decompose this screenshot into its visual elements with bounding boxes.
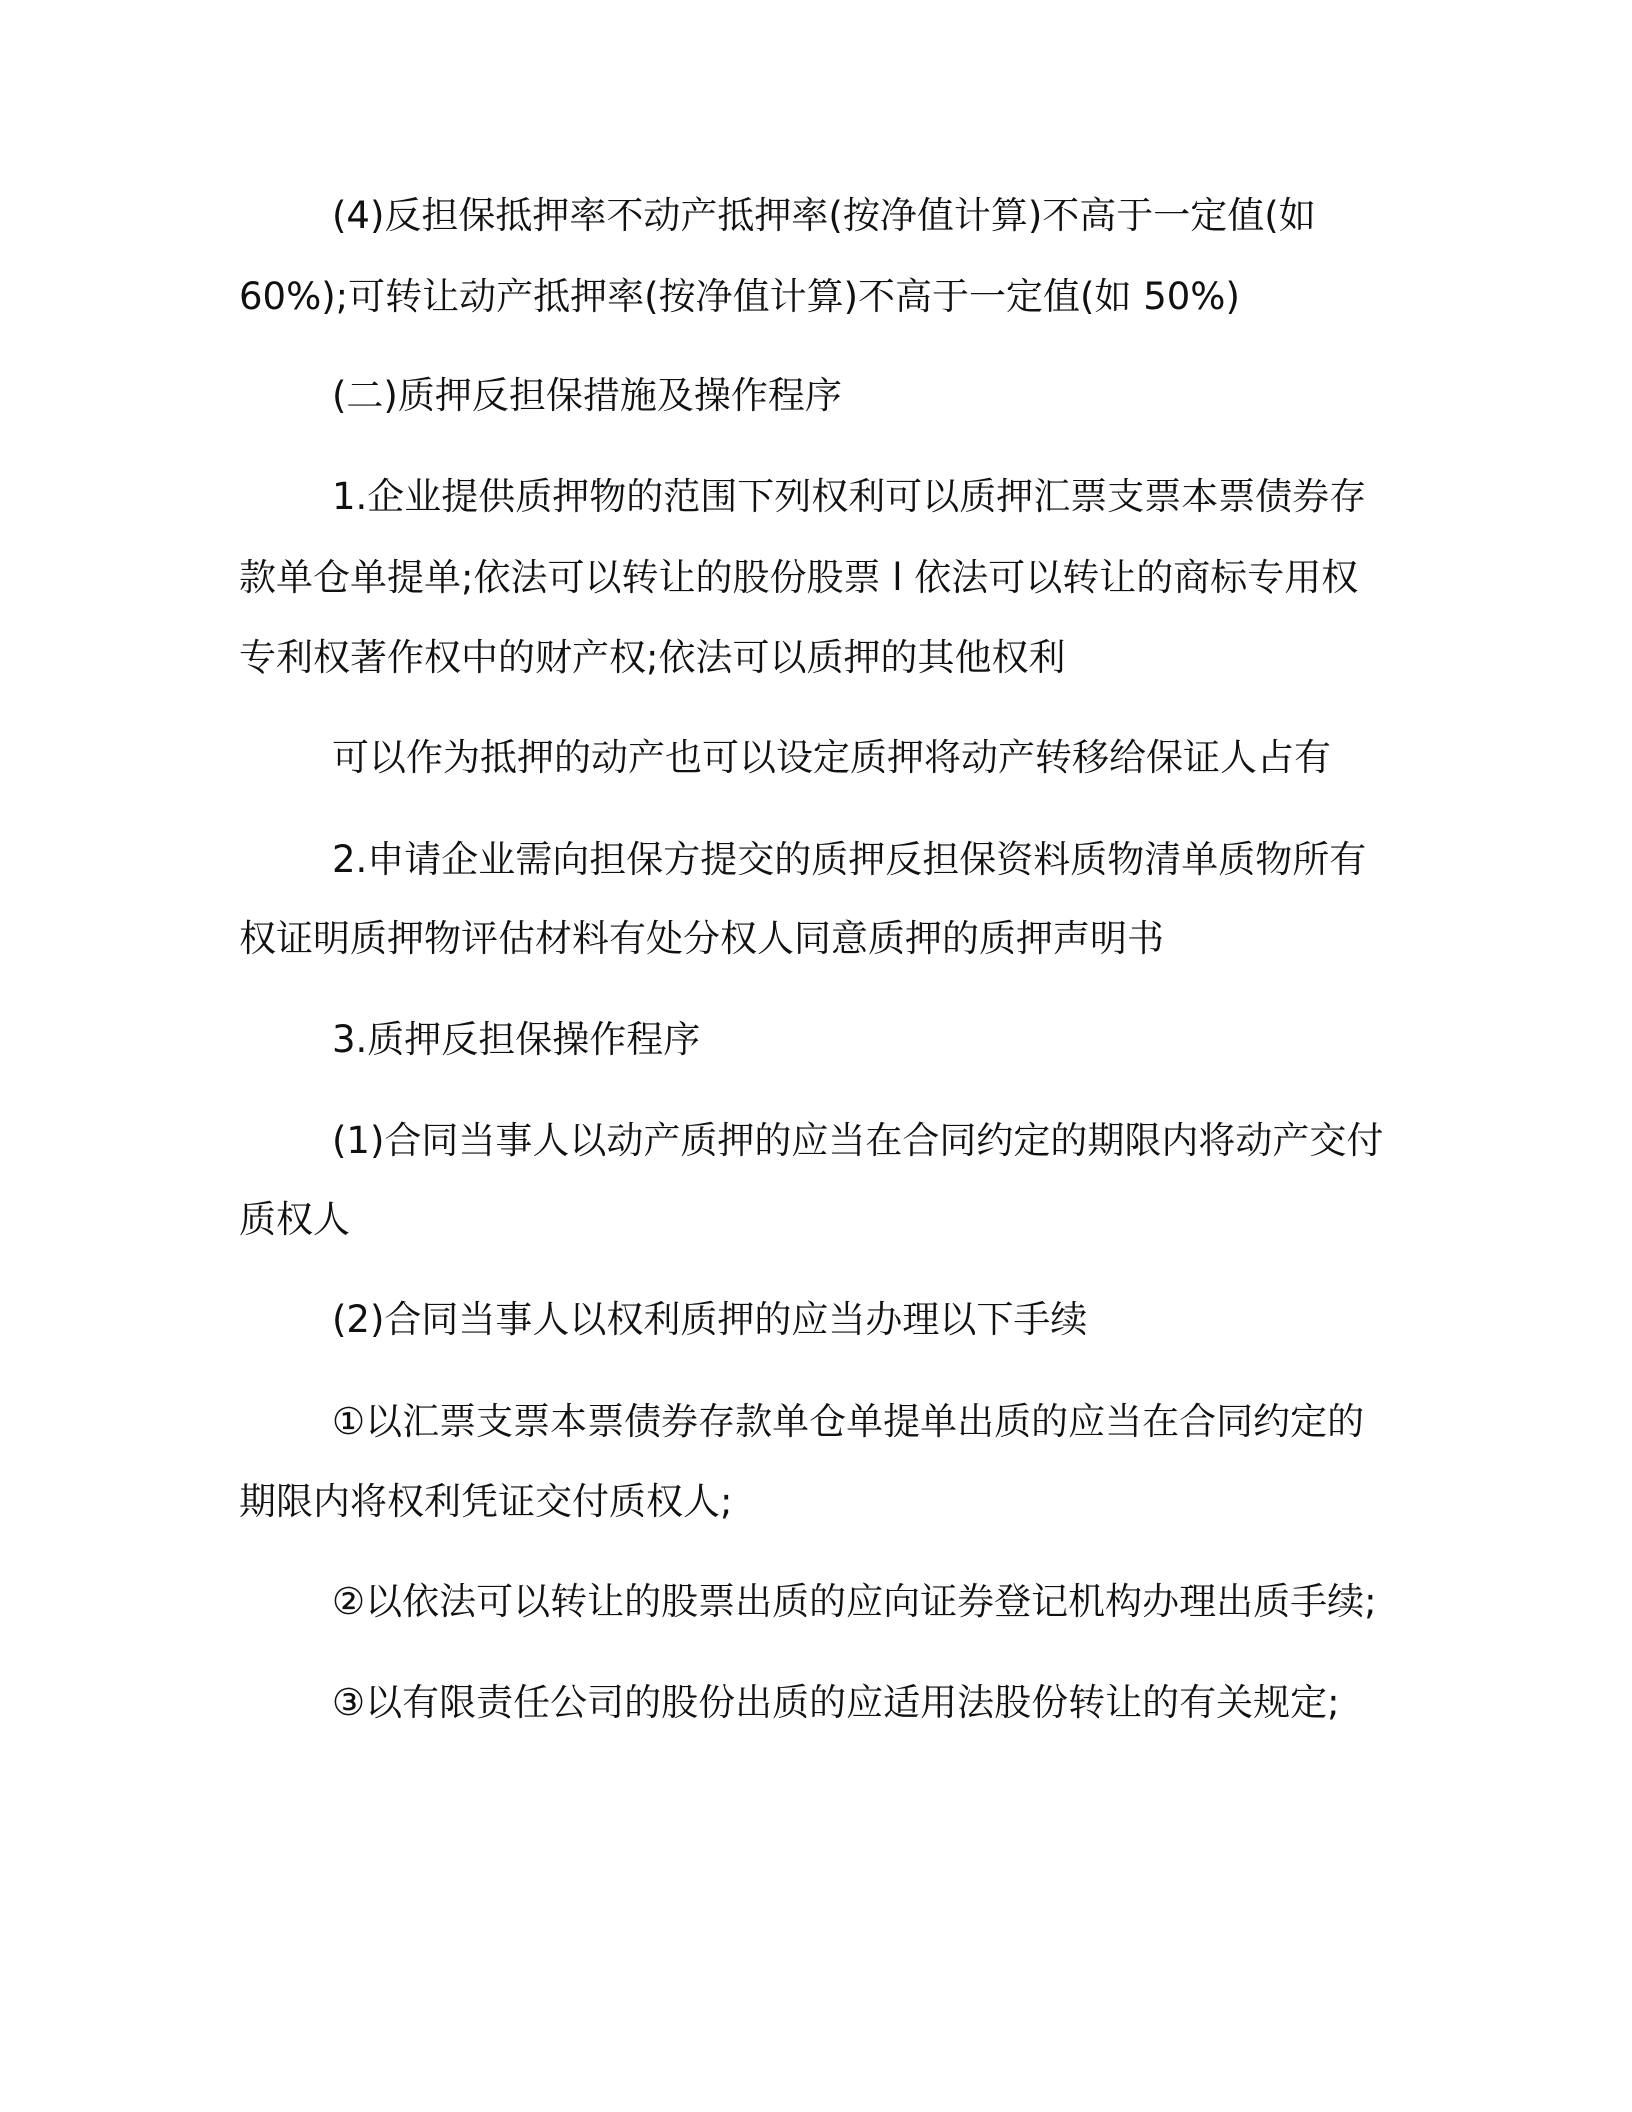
text-line: 权证明质押物评估材料有处分权人同意质押的质押声明书 — [239, 917, 1164, 960]
text-line: 2.申请企业需向担保方提交的质押反担保资料质物清单质物所有 — [332, 838, 1367, 881]
text-line: (1)合同当事人以动产质押的应当在合同约定的期限内将动产交付 — [332, 1119, 1384, 1162]
text-line: 1.企业提供质押物的范围下列权利可以质押汇票支票本票债券存 — [332, 475, 1367, 518]
text-line: 期限内将权利凭证交付质权人; — [239, 1480, 733, 1523]
text-line: (4)反担保抵押率不动产抵押率(按净值计算)不高于一定值(如 — [332, 194, 1316, 237]
text-line: 60%);可转让动产抵押率(按净值计算)不高于一定值(如 50%) — [239, 275, 1240, 318]
text-line: 可以作为抵押的动产也可以设定质押将动产转移给保证人占有 — [332, 736, 1331, 779]
section-heading: (二)质押反担保措施及操作程序 — [332, 374, 842, 417]
text-line: 款单仓单提单;依法可以转让的股份股票 l 依法可以转让的商标专用权 — [239, 556, 1359, 599]
text-line: ①以汇票支票本票债券存款单仓单提单出质的应当在合同约定的 — [332, 1400, 1365, 1443]
text-line: ②以依法可以转让的股票出质的应向证券登记机构办理出质手续; — [332, 1580, 1377, 1623]
subsection-heading: 3.质押反担保操作程序 — [332, 1018, 701, 1061]
text-line: 质权人 — [239, 1198, 350, 1241]
text-line: 专利权著作权中的财产权;依法可以质押的其他权利 — [239, 636, 1066, 679]
text-line: ③以有限责任公司的股份出质的应适用法股份转让的有关规定; — [332, 1681, 1340, 1724]
text-line: (2)合同当事人以权利质押的应当办理以下手续 — [332, 1298, 1088, 1341]
